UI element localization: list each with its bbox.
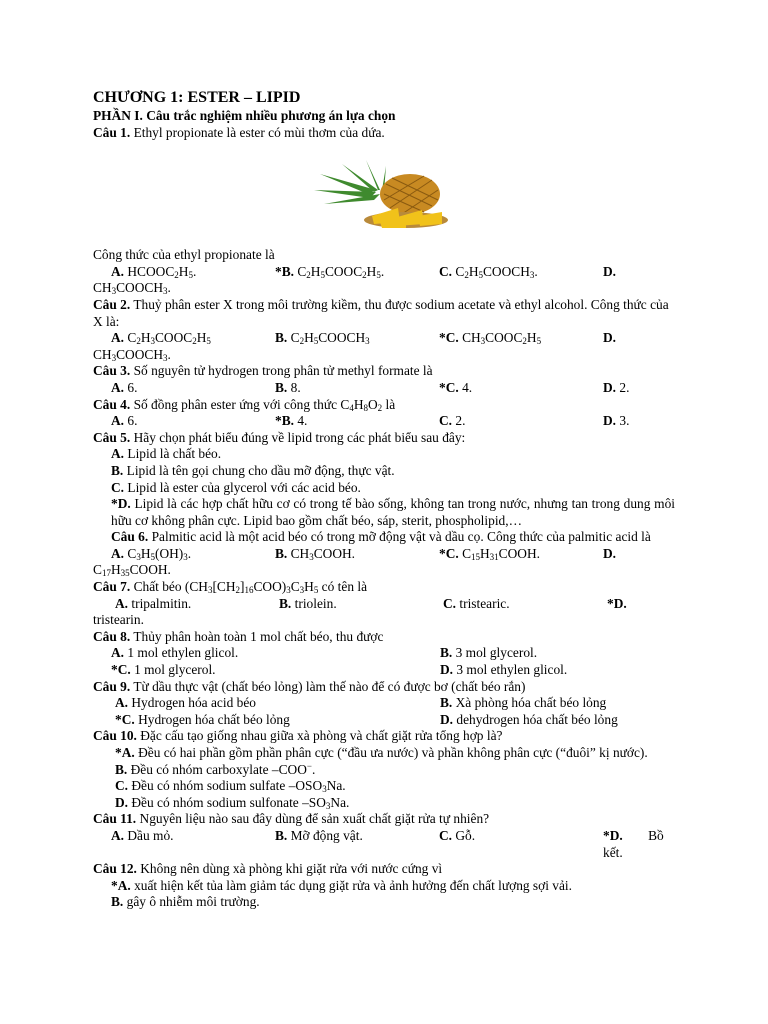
option-a[interactable]: A. Lipid là chất béo. bbox=[111, 446, 222, 462]
option-d[interactable]: *D. Bồ kết. bbox=[603, 827, 664, 860]
option-d[interactable]: $CH_3COOCH_3$. bbox=[93, 280, 171, 297]
question-3: Câu 3. Số nguyên tử hydrogen trong phân tử methyl formate là bbox=[93, 363, 433, 379]
option-b[interactable]: *B. 4. bbox=[275, 413, 308, 429]
pineapple-figure bbox=[93, 143, 675, 247]
option-c[interactable]: C. Gỗ. bbox=[439, 827, 476, 843]
question-text: Ethyl propionate là ester có mùi thơm của dứa. bbox=[133, 124, 385, 140]
question-5: Câu 5. Hãy chọn phát biểu đúng về lipid trong các phát biểu sau đây: bbox=[93, 429, 466, 445]
option-a[interactable]: A. tripalmitin. bbox=[115, 595, 192, 611]
option-b[interactable]: B. triolein. bbox=[279, 595, 337, 611]
option-d[interactable]: $C_{17}H_{35}COOH$. bbox=[93, 562, 171, 579]
option-c[interactable]: C. 2. bbox=[439, 413, 466, 429]
option-d[interactable]: D. 2. bbox=[603, 379, 630, 395]
part-title: PHẦN I. Câu trắc nghiệm nhiều phương án lựa chọn bbox=[93, 108, 396, 123]
document-content bbox=[93, 88, 675, 911]
option-a[interactable]: A. 1 mol ethylen glicol. bbox=[111, 645, 239, 661]
option-a[interactable]: *A. xuất hiện kết tủa làm giảm tác dụng giặt rửa và ảnh hưởng đến chất lượng sợi vải. bbox=[111, 877, 573, 893]
option-d[interactable]: D. Đều có nhóm sodium sulfonate $-SO_3Na$. bbox=[115, 794, 350, 811]
option-c[interactable]: *C. 1 mol glycerol. bbox=[111, 662, 216, 678]
question-label: Câu 1. bbox=[93, 124, 131, 140]
option-a[interactable]: A. $C_2H_3COOC_2H_5$ bbox=[111, 330, 211, 347]
option-b[interactable]: B. 8. bbox=[275, 379, 301, 395]
option-c[interactable]: *C. Hydrogen hóa chất béo lỏng bbox=[115, 711, 290, 727]
option-a[interactable]: A. 6. bbox=[111, 413, 138, 429]
question-2: Câu 2. Thuỷ phân ester X trong môi trường kiềm, thu được sodium acetate và ethyl alcohol. Công thức của X là: bbox=[93, 296, 669, 329]
chapter-title: CHƯƠNG 1: ESTER – LIPID bbox=[93, 89, 301, 106]
question-7-options bbox=[93, 596, 675, 613]
option-c[interactable]: *C. 4. bbox=[439, 379, 473, 395]
question-3-options bbox=[93, 380, 675, 397]
question-8-options-row2 bbox=[93, 662, 675, 679]
option-b[interactable]: B. gây ô nhiễm môi trường. bbox=[111, 894, 260, 910]
option-b[interactable]: B. 3 mol glycerol. bbox=[440, 645, 538, 661]
question-11: Câu 11. Nguyên liệu nào sau đây dùng để sản xuất chất giặt rửa tự nhiên? bbox=[93, 811, 490, 827]
option-d[interactable]: D. 3 mol ethylen glicol. bbox=[440, 662, 568, 678]
question-7: Câu 7. Chất béo $(CH_3[CH_2]_{16}COO)_3C_3H_5$ có tên là bbox=[93, 579, 368, 596]
question-8-options-row1 bbox=[93, 645, 675, 662]
question-4: Câu 4. Số đồng phân ester ứng với công thức $C_4H_8O_2$ là bbox=[93, 396, 396, 413]
option-d-label[interactable]: D. bbox=[603, 545, 617, 561]
question-9-options-row2 bbox=[93, 712, 675, 729]
option-c[interactable]: C. Lipid là ester của glycerol với các acid béo. bbox=[111, 479, 361, 495]
option-c[interactable]: *C. $C_{15}H_{31}COOH$. bbox=[439, 545, 540, 562]
option-b[interactable]: B. Xà phòng hóa chất béo lỏng bbox=[440, 695, 607, 711]
option-d-label[interactable]: D. bbox=[603, 263, 617, 279]
option-b[interactable]: B. $C_2H_5COOCH_3$ bbox=[275, 330, 370, 347]
question-1 bbox=[93, 125, 675, 142]
question-6-options bbox=[93, 546, 675, 563]
question-12: Câu 12. Không nên dùng xà phòng khi giặt rửa với nước cứng vì bbox=[93, 861, 443, 877]
option-d-label[interactable]: D. bbox=[603, 330, 617, 346]
option-c[interactable]: C. $C_2H_5COOCH_3$. bbox=[439, 263, 538, 280]
option-c[interactable]: C. tristearic. bbox=[443, 595, 510, 611]
option-d-label[interactable]: *D. bbox=[607, 595, 627, 611]
option-d[interactable]: $CH_3COOCH_3$. bbox=[93, 346, 171, 363]
question-1-options bbox=[93, 264, 675, 281]
option-d[interactable]: D. dehydrogen hóa chất béo lỏng bbox=[440, 711, 618, 727]
option-b[interactable]: B. Đều có nhóm carboxylate –COO−. bbox=[115, 760, 316, 777]
option-d[interactable]: *D. Lipid là các hợp chất hữu cơ có trong tế bào sống, không tan trong nước, nhưng tan trong dung môi hữu cơ không phân cực. Lipid bao gồm chất béo, sáp, sterit, phospholipid,… bbox=[111, 496, 675, 528]
question-9: Câu 9. Từ dầu thực vật (chất béo lỏng) làm thế nào để có được bơ (chất béo rắn) bbox=[93, 678, 526, 694]
option-b[interactable]: B. $CH_3COOH$. bbox=[275, 545, 356, 562]
question-4-options bbox=[93, 413, 675, 430]
option-b[interactable]: B. Lipid là tên gọi chung cho dầu mỡ động, thực vật. bbox=[111, 462, 395, 478]
option-d[interactable]: D. 3. bbox=[603, 413, 630, 429]
question-11-options bbox=[93, 828, 675, 861]
question-1-stem: Công thức của ethyl propionate là bbox=[93, 247, 275, 263]
option-a[interactable]: *A. Đều có hai phần gồm phần phân cực (“đầu ưa nước) và phần không phân cực (“đuôi” kị nước). bbox=[115, 745, 648, 760]
pineapple-icon bbox=[314, 160, 454, 230]
option-a[interactable]: A. Hydrogen hóa acid béo bbox=[115, 695, 256, 711]
option-a[interactable]: A. 6. bbox=[111, 379, 138, 395]
option-c[interactable]: *C. $CH_3COOC_2H_5$ bbox=[439, 330, 542, 347]
option-a[interactable]: A. Dầu mỏ. bbox=[111, 827, 174, 843]
option-a[interactable]: A. $C_3H_5(OH)_3$. bbox=[111, 545, 192, 562]
option-a[interactable]: A. $HCOOC_2H_5$. bbox=[111, 263, 197, 280]
question-6: Câu 6. Palmitic acid là một acid béo có trong mỡ động vật và dầu cọ. Công thức của palmitic acid là bbox=[111, 529, 651, 545]
option-c[interactable]: C. Đều có nhóm sodium sulfate $-OSO_3Na$. bbox=[115, 778, 346, 795]
question-9-options-row1 bbox=[93, 695, 675, 712]
question-10: Câu 10. Đặc cấu tạo giống nhau giữa xà phòng và chất giặt rửa tổng hợp là? bbox=[93, 728, 503, 744]
question-8: Câu 8. Thủy phân hoàn toàn 1 mol chất béo, thu được bbox=[93, 628, 384, 644]
option-d[interactable]: tristearin. bbox=[93, 612, 144, 628]
option-b[interactable]: B. Mỡ động vật. bbox=[275, 827, 363, 843]
option-b[interactable]: *B. $C_2H_5COOC_2H_5$. bbox=[275, 263, 385, 280]
question-2-options bbox=[93, 330, 675, 347]
